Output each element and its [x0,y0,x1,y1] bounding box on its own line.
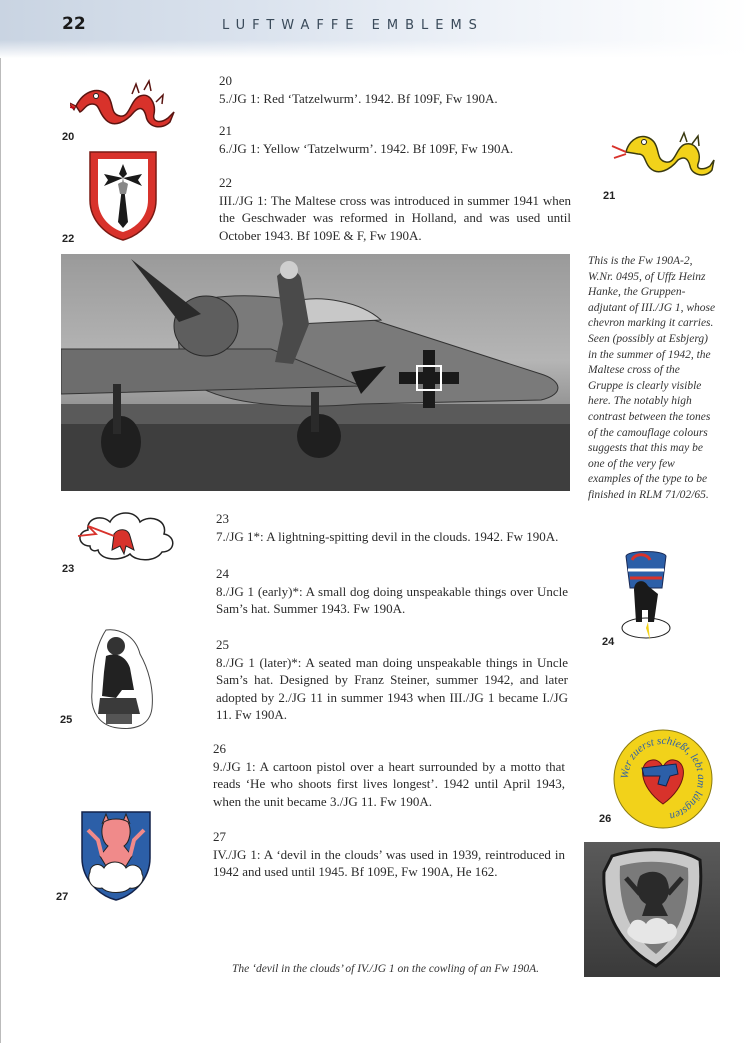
figure-number-24: 24 [602,636,615,648]
entry-text: IV./JG 1: A ‘devil in the clouds’ was used in 1939, reintroduced in 1942 and used until 1945. Bf 109E, Fw 190A, He 162. [213,846,565,879]
entry-text: 8./JG 1 (later)*: A seated man doing unspeakable things in Uncle Sam’s hat. Designed by Franz Steiner, summer 1942, and later adopted by 2./JG 11 in summer 1943 when III./JG 1 became I./JG 11. Fw 190A. [216,654,568,722]
entry-number: 27 [213,829,226,844]
entry-text: 8./JG 1 (early)*: A small dog doing unspeakable things over Uncle Sam’s hat. Summer 1943. Fw 190A. [216,583,568,616]
entry-text: III./JG 1: The Maltese cross was introduced in summer 1941 when the Geschwader was reformed in Holland, and was used until October 1943. Bf 109E & F, Fw 190A. [219,192,571,243]
figure-number-21: 21 [603,190,616,202]
figure-number-23: 23 [62,563,75,575]
emblem-24-dog-uncle-sam-hat [614,548,678,644]
entry-number: 20 [219,73,232,88]
emblem-26-pistol-heart-roundel [612,728,714,830]
entry-text: 9./JG 1: A cartoon pistol over a heart surrounded by a motto that reads ‘He who shoots first lives longest’. 1942 until April 1943, when the unit became 3./JG 11. Fw 190A. [213,758,565,809]
fw190-photo [61,254,570,491]
entry-24 [216,565,568,618]
entry-text: 7./JG 1*: A lightning-spitting devil in the clouds. 1942. Fw 190A. [216,528,559,544]
figure-number-20: 20 [62,131,75,143]
figure-number-25: 25 [60,714,73,726]
emblem-22-maltese-cross-shield [88,150,158,242]
entry-20 [219,72,571,107]
entry-number: 24 [216,566,229,581]
entry-number: 25 [216,637,229,652]
entry-23 [216,510,568,545]
figure-number-26: 26 [599,813,612,825]
emblem-23-lightning-devil [70,506,182,564]
entry-text: 6./JG 1: Yellow ‘Tatzelwurm’. 1942. Bf 109F, Fw 190A. [219,140,514,156]
entry-26 [213,740,565,810]
photo-caption: This is the Fw 190A-2, W.Nr. 0495, of Uffz Heinz Hanke, the Gruppen-adjutant of III./JG 1, whose chevron marking it carries. Seen (possibly at Esbjerg) in the summer of 1942, the Maltese cross of the Gruppe is clearly visible here. The notably high contrast between the tones of the camouflage colours suggests that this may be one of the very few examples of the type to be finished in RLM 71/02/65. [588,255,716,501]
page-number: 22 [62,14,86,34]
emblem-25-seated-man-uncle-sam-hat [86,628,158,732]
entry-number: 21 [219,123,232,138]
emblem-27-devil-in-clouds-shield [80,810,152,902]
running-head: LUFTWAFFE EMBLEMS [222,18,484,33]
cowling-photo-caption: The ‘devil in the clouds’ of IV./JG 1 on the cowling of an Fw 190A. [232,963,540,975]
entry-27 [213,828,565,881]
cowling-emblem-photo [584,842,720,977]
figure-number-27: 27 [56,891,69,903]
entry-22 [219,174,571,244]
emblem-20-red-tatzelwurm [70,72,180,132]
entry-21 [219,122,571,157]
emblem-21-yellow-tatzelwurm [610,122,716,182]
entry-25 [216,636,568,724]
entry-number: 23 [216,511,229,526]
entry-text: 5./JG 1: Red ‘Tatzelwurm’. 1942. Bf 109F, Fw 190A. [219,90,498,106]
emblem-26-motto-text: Wer zuerst schießt, lebt am längsten [618,734,708,823]
figure-number-22: 22 [62,233,75,245]
page-edge-rule [0,58,1,1043]
entry-number: 22 [219,175,232,190]
entry-number: 26 [213,741,226,756]
